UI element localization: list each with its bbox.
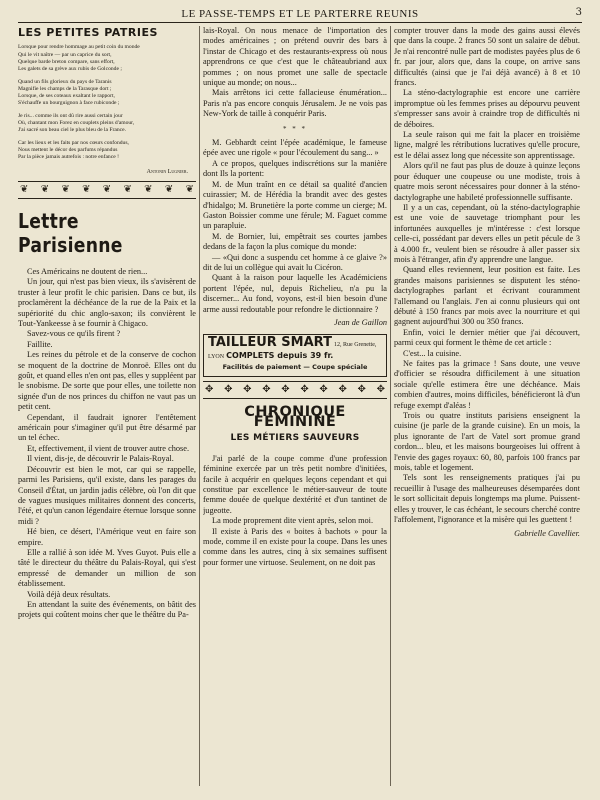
paragraph: Savez-vous ce qu'ils firent ? xyxy=(27,329,121,339)
fleuron-icon: ❦ xyxy=(185,183,194,195)
poem-line: S'échauffe un bourguignon à face rubiconde ; xyxy=(18,100,120,107)
ornament-band xyxy=(203,381,387,399)
column-1 xyxy=(18,26,196,786)
paragraph: M. de Bornier, lui, empêtrait ses courtes jambes dedans de la façon la plus comique du monde: xyxy=(203,231,387,252)
poem-line: Quand un fils glorieux du pays de Taranis xyxy=(18,78,112,85)
chronique-title: CHRONIQUE FÉMININE xyxy=(244,403,346,430)
paragraph: C'est... la cuisine. xyxy=(403,348,462,358)
paragraph: Voilà déjà deux résultats. xyxy=(27,589,111,599)
poem-stanza xyxy=(18,44,196,73)
paragraph: Ces Américains ne doutent de rien... xyxy=(27,266,148,276)
chronique-body xyxy=(203,454,387,568)
fleuron-icon: ❦ xyxy=(144,183,153,195)
paragraph: M. de Mun traînt en ce détail sa qualité d'ancien cuirassier; M. de Hérédia la brandit avec des gestes d'hidalgo; M. Brunetière la porte comme un cierge; M. Gaston Boissier comme une férule; M. Faguet comme un parapluie. xyxy=(203,179,387,231)
fleuron-icon: ❦ xyxy=(102,183,112,195)
poem-stanza xyxy=(18,79,196,108)
poem-line: Magnifie les champs de la Tarasque dort ; xyxy=(18,85,112,92)
paragraph: Les reines du pétrole et de la conserve de cochon se moquent de la doctrine de Monroë. Elles ont du goût, et quand elles n'en ont pas, elles y suppléent par le snobisme. De sorte que pour elles, une toilette non signée d'un de nos princes du chiffon ne vaut pas un petit cent. xyxy=(18,350,196,412)
poem-line: Lorsque pour rendre hommage au petit coin du monde xyxy=(18,44,140,51)
poem-author: Antonin Lugnier. xyxy=(146,168,188,175)
poem-stanza xyxy=(18,113,196,135)
poem-body xyxy=(18,44,196,161)
poem-line: Nous mettent le décor des parfums répandus xyxy=(18,146,118,153)
fleuron-icon: ✥ xyxy=(281,383,290,395)
page-number: 3 xyxy=(575,7,582,18)
paragraph: Et, effectivement, il vient de trouver autre chose. xyxy=(27,443,190,453)
fleuron-icon: ✥ xyxy=(300,383,309,395)
fleuron-icon: ✥ xyxy=(338,383,347,395)
fleuron-icon: ✥ xyxy=(319,383,328,395)
fleuron-icon: ✥ xyxy=(357,383,366,395)
poem-line: Où, chantant mon Forez en couplets pleins d'amour, xyxy=(18,120,135,127)
paragraph: M. Gebhardt ceint l'épée académique, le fameuse épée avec une rigole « pour l'écoulement du sang... » xyxy=(203,138,387,158)
tailleur-advert xyxy=(203,334,387,376)
chronique-subtitle: LES MÉTIERS SAUVEURS xyxy=(230,433,360,444)
paragraph: — «Qui donc a suspendu cet homme à ce glaive ?» dit de lui un collègue qui avait lu Cicéron. xyxy=(203,252,387,272)
paragraph: Quand elles reviennent, leur position est faite. Les grandes maisons parisiennes se disputent les sténo-dactylographes parlant et écrivant couramment l'allemand ou l'anglais. J'en ai connu plusieurs qui ont débuté à 150 francs par mois avec la nourriture et qui gagnent aujourd'hui 300 ou 350 francs. xyxy=(394,265,580,327)
paragraph: J'ai parlé de la coupe comme d'une profession féminine exercée par un très petit nombre d'initiées, facile à acquérir en quelques leçons cependant et qui constitue par excellence le métier-sauveur de toute femme douée de quelque dextérité et d'un tantinet de jugeotte. xyxy=(203,453,387,515)
paragraph: Il existe à Paris des « boites à bachots » pour la mode, comme il en existe pour la coupe. Dans les unes comme dans les autres, cinq à six semaines suffisent pour former une virtuose. Seulement, on ne doit pas xyxy=(203,526,387,567)
poem-line: Lorsque, de ses coteaux exaltant le rapport, xyxy=(18,93,115,100)
paragraph: Il vient, dis-je, de découvrir le Palais-Royal. xyxy=(27,454,174,464)
fleuron-icon: ✥ xyxy=(262,383,271,395)
fleuron-icon: ❦ xyxy=(20,183,29,195)
paragraph: Tels sont les renseignements pratiques j'ai pu recueillir à l'usage des malheureuses désemparées dont le sort sollicitait depuis longtemps ma plume. Puissent-elles y trouver, le cas échéant, le secours cherché contre l'affolement, l'ignorance et la misère qui les guettent ! xyxy=(394,473,580,525)
section-stars: * * * xyxy=(283,124,307,133)
poem-line: Qui le vit naître — par un caprice du sort, xyxy=(18,51,112,58)
ornament-band xyxy=(18,181,196,199)
paragraph: lais-Royal. On nous menace de l'importation des modes américaines ; on prétend ouvrir des bars à l'instar de Chicago et des restaurants-express où nous apprendrons ce que c'est que le châteaubriand aux pommes ; on nous promet une salle de spectacle unique au monde; on nous... xyxy=(203,26,387,88)
fleuron-icon: ❦ xyxy=(61,183,70,195)
ad-brand: TAILLEUR SMART xyxy=(208,335,332,351)
fleuron-icon: ❦ xyxy=(164,183,174,195)
lettre-signature: Jean de Gaillon xyxy=(334,317,387,327)
poem-line: J'ai sacré son beau ciel le plus bleu de la France. xyxy=(18,127,127,134)
column-divider xyxy=(390,26,391,786)
paragraph: La seule raison qui me fait la placer en troisième ligne, malgré les rétributions lucratives qu'elle procure, est le délai assez long que nécessite son apprentissage. xyxy=(394,130,580,160)
ad-address: 12, Rue Grenette, LYON xyxy=(208,342,377,360)
column-divider xyxy=(199,26,200,786)
poem-stanza xyxy=(18,140,196,162)
fleuron-icon: ✥ xyxy=(224,383,233,395)
poem-line: Par la pièce jamais autrefois : notre enfance ! xyxy=(18,154,119,161)
paragraph: Trois ou quatre instituts parisiens enseignent la cuisine (je parle de la grande cuisine). En un mois, la plus ignorante de l'art de Vatel sort promue grand cordon... bleu, et les maisons bourgeoises lui offrent à l'envie des gages royaux: 60, 80, parfois 100 francs par mois, table et logement. xyxy=(394,411,580,473)
fleuron-icon: ✥ xyxy=(243,383,252,395)
paragraph: Mais arrêtons ici cette fallacieuse énumération... Paris n'a pas encore conquis Jérusalem. Je ne vois pas New-York de taille à conquérir Paris. xyxy=(203,88,387,119)
column-2 xyxy=(203,26,387,786)
paragraph: En attendant la suite des événements, on bâtit des projets qui coûtent moins cher que le théâtre du Pa- xyxy=(18,599,196,620)
paragraph: Quant à la raison pour laquelle les Académiciens portent l'épée, nul, depuis Richelieu, n'a pu la discerner... Au fond, voyons, est-il bien besoin d'une arme aussi redoutable pour refondre le dictionnaire ? xyxy=(203,273,387,314)
paragraph: Cependant, il faudrait ignorer l'entêtement américain pour s'imaginer qu'il put être désarmé par un tel échec. xyxy=(18,412,196,443)
paragraph: Ne faites pas la grimace ! Sans doute, une veuve d'officier se résoudra difficilement à une situation sociale qu'elle estimera être une déchéance. Mais combien d'autres, moins difficiles, bénéficieront là d'un refuge exempt d'aléas ! xyxy=(394,359,580,410)
lettre-title: Lettre Parisienne xyxy=(18,208,123,257)
ad-terms: Facilités de paiement — Coupe spéciale xyxy=(222,363,368,372)
page-header xyxy=(18,6,582,23)
fleuron-icon: ❦ xyxy=(40,183,50,195)
paragraph: Découvrir est bien le mot, car qui se rappelle, parmi les Parisiens, qu'il existe, dans les parages du Conseil d'État, un jardin jadis célèbre, où l'on dit que de vagues musiques militaires donnent des concerts, l'été, et qu'un canon légendaire éternue lorsque sonne midi ? xyxy=(18,464,196,526)
paragraph: Un jour, qui n'est pas bien vieux, ils s'avisèrent de truster à leur profit le chic parisien. Dans ce but, ils proclamèrent la déchéance de la rue de la Paix et la supériorité du chic anglo-saxon; ils convièrent le Tout-Yankeesse à se fournir à Chigaco. xyxy=(18,277,196,328)
poem-line: Les galets de sa grève aux rubis de Golconde ; xyxy=(18,66,122,73)
paragraph: A ce propos, quelques indiscrétions sur la manière dont Ils la portent: xyxy=(203,158,387,179)
lettre-continuation-2 xyxy=(203,138,387,315)
ad-prices: COMPLETS depuis 39 fr. xyxy=(226,350,334,360)
fleuron-icon: ❦ xyxy=(123,183,132,195)
fleuron-icon: ✥ xyxy=(205,383,214,395)
lettre-continuation xyxy=(203,26,387,120)
poem-line: Je ris... comme ils ont dû rire aussi certain jour xyxy=(18,112,123,119)
paragraph: Hé bien, ce désert, l'Amérique veut en faire son empire. xyxy=(18,527,196,547)
lettre-body xyxy=(18,267,196,621)
paragraph: La sténo-dactylographie est encore une carrière impromptue où les femmes prises au dépourvu peuvent s'empresser sans avoir à craindre trop de difficultés ni de déboires. xyxy=(394,88,580,129)
paragraph: Elle a rallié à son idée M. Yves Guyot. Puis elle a tâté le directeur du théâtre du Palais-Royal, qui s'est empressé de demander un million de son établissement. xyxy=(18,547,196,589)
paragraph: Il y a un cas, cependant, où la sténo-dactylographie est une voie de sauvetage triomphant pour les infortunées auxquelles je m'intéresse : c'est lorsque celle-ci, possédant par devers elles un petit pécule de 3 à 4.000 fr., veulent bien se résoudre à aller passer six mois à l'étranger, afin d'y apprendre une langue. xyxy=(394,202,580,264)
poem-title: LES PETITES PATRIES xyxy=(18,26,158,39)
column-3 xyxy=(394,26,580,786)
poem-line: Quelque barde breton compare, sans effort, xyxy=(18,59,115,65)
paragraph: Enfin, voici le dernier métier que j'ai découvert, parmi ceux qui forment le thème de cet article : xyxy=(394,327,580,348)
fleuron-icon: ✥ xyxy=(376,383,385,395)
poem-line: Car les lieux et les faits par nos cœurs confondus, xyxy=(18,139,129,146)
fleuron-icon: ❦ xyxy=(82,183,91,195)
chronique-signature: Gabrielle Cavellier. xyxy=(514,528,580,538)
paragraph: La mode proprement dite vient après, selon moi. xyxy=(212,516,374,526)
paragraph: compter trouver dans la mode des gains aussi élevés que dans la coupe. 2 francs 50 sont un salaire de début. Je n'ai rencontré nulle part de modistes payées plus de 6 fr. par jour, alors que, dans la coupe, on arrive sans difficultés (ainsi que je l'ai déjà avancé) à 8 et 10 francs. xyxy=(394,26,580,88)
chronique-continuation xyxy=(394,26,580,526)
paragraph: Alors qu'il ne faut pas plus de douze à quinze leçons pour éduquer une coupeuse ou une modiste, trois à quatre mois seront nécessaires pour donner à la sténo-dactylographe une habileté professionnelle suffisante. xyxy=(394,161,580,202)
journal-title: LE PASSE-TEMPS ET LE PARTERRE REUNIS xyxy=(181,8,419,20)
paragraph: Faillite. xyxy=(27,339,53,349)
